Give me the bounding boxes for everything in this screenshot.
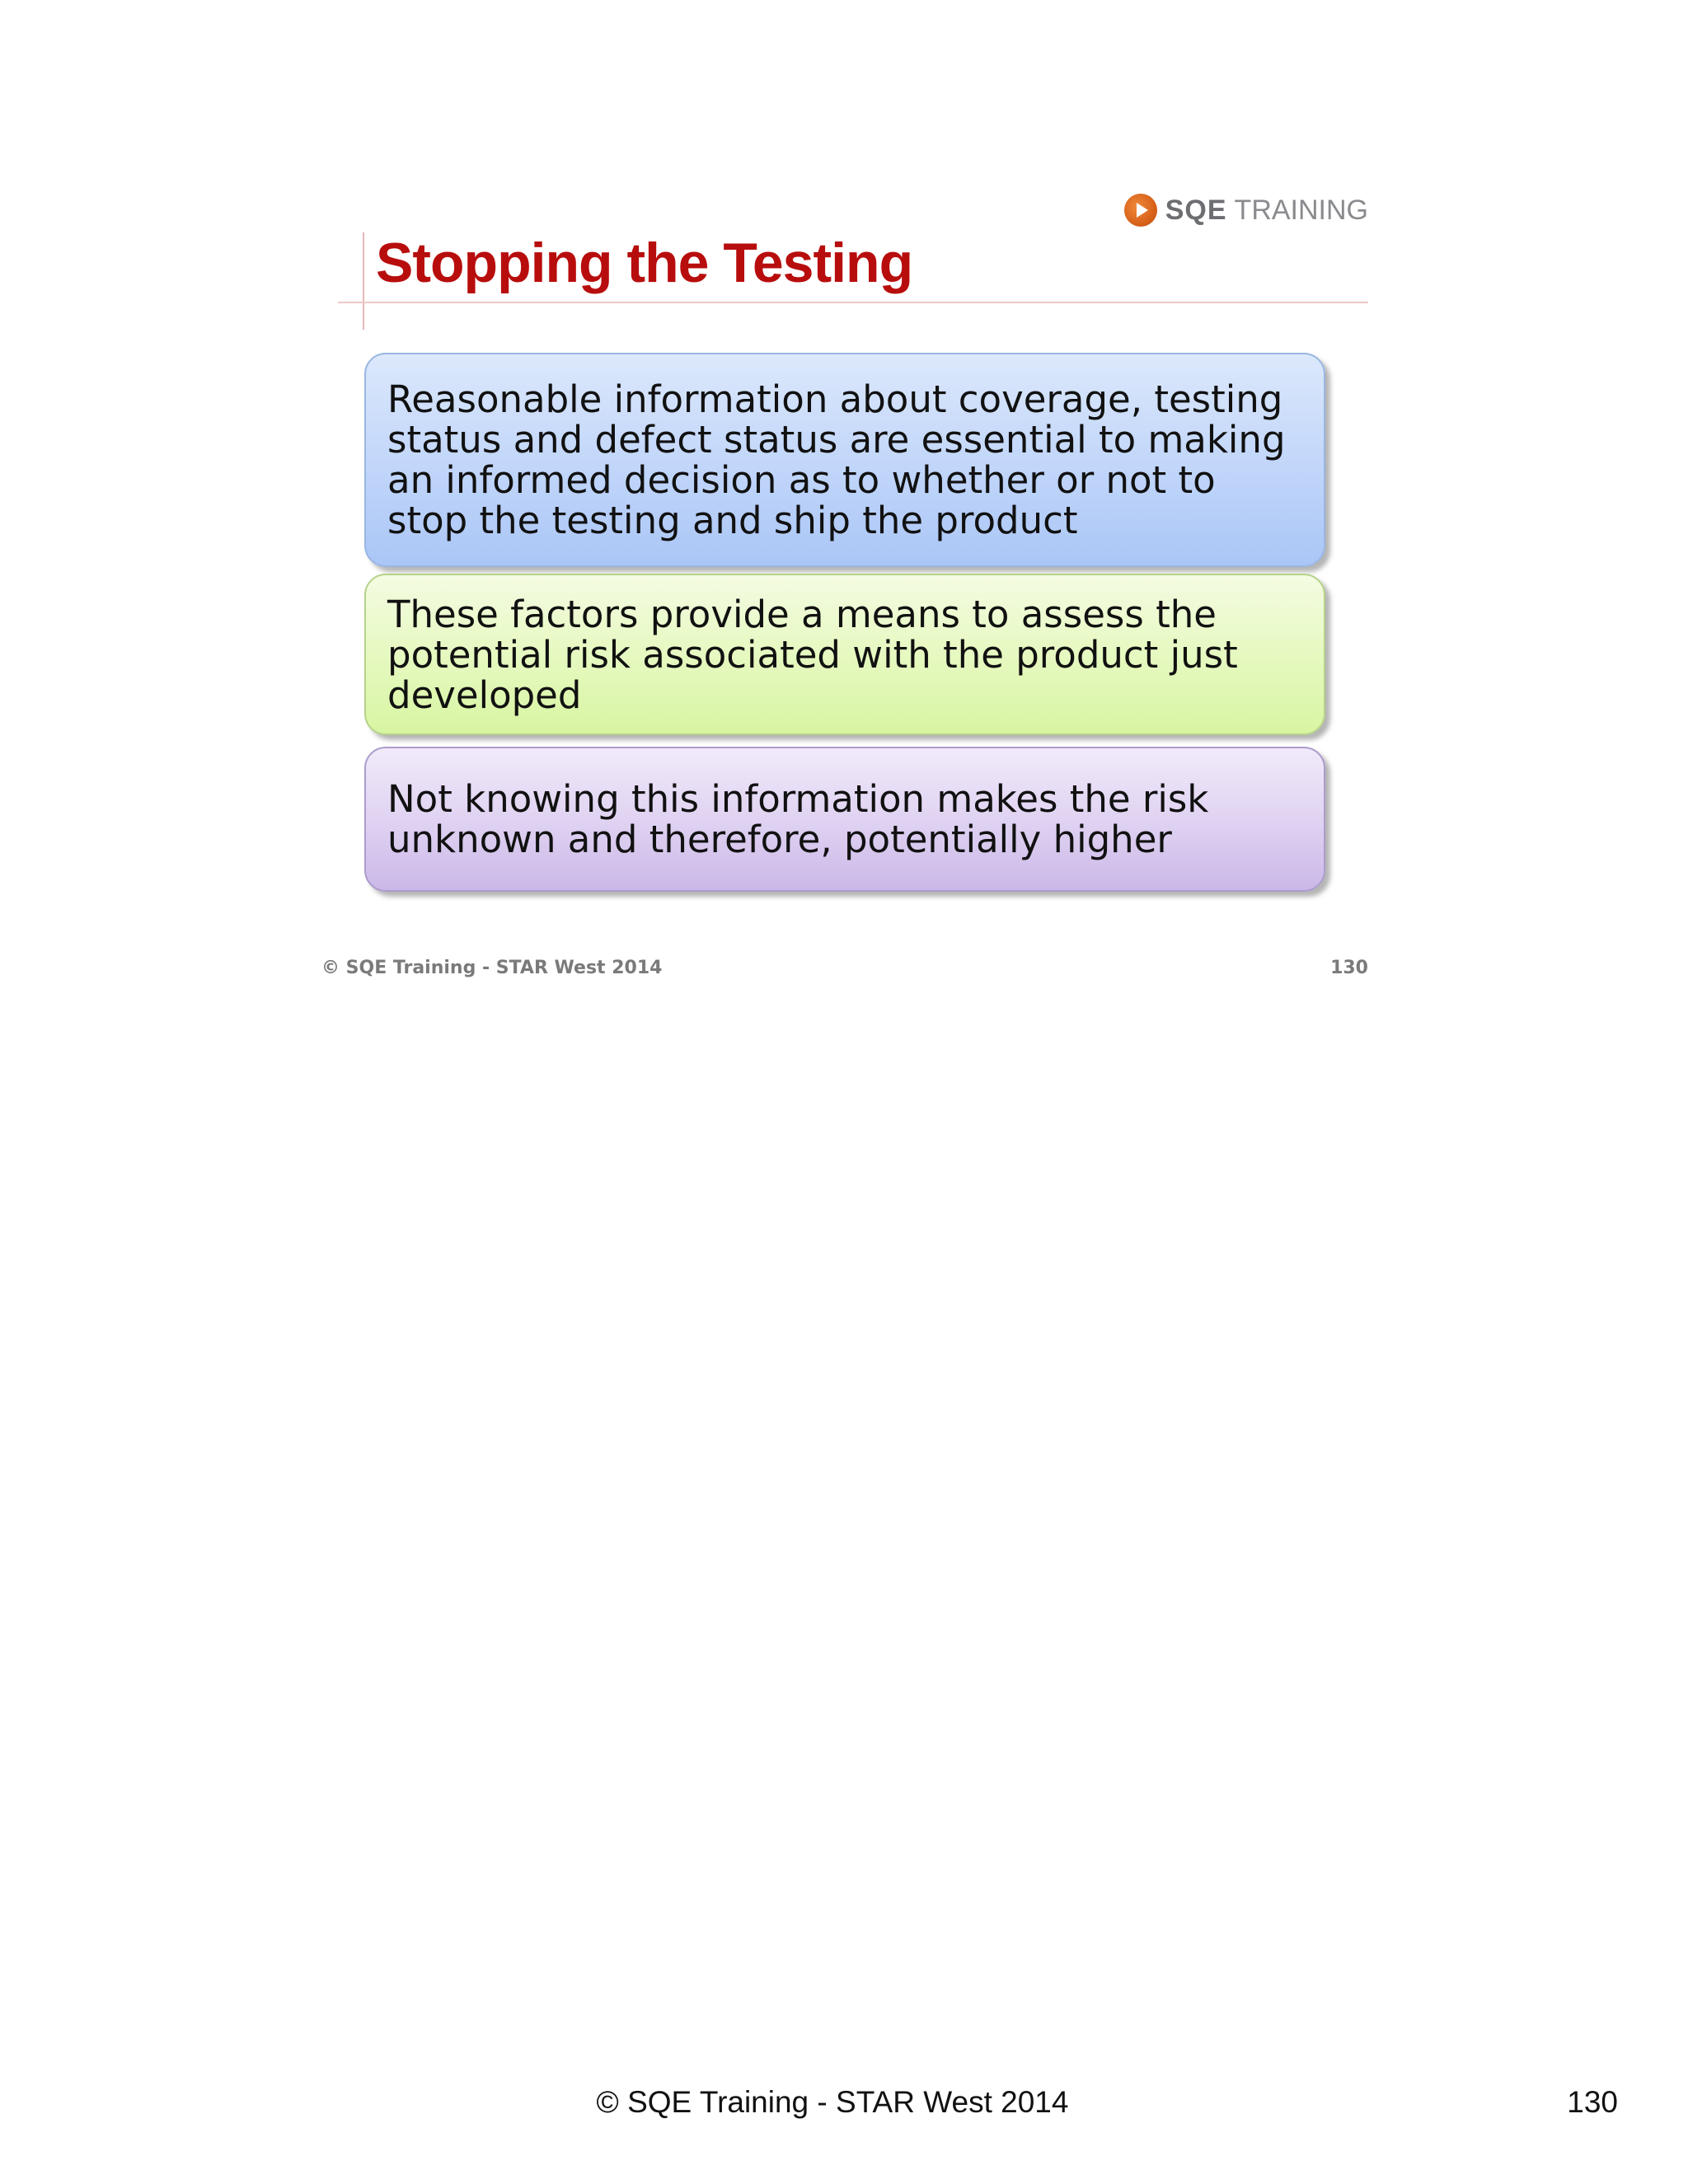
slide xyxy=(313,165,1368,997)
logo-brand-strong: SQE xyxy=(1165,194,1227,226)
info-box-text: Reasonable information about coverage, testing status and defect status are essential to making an informed decision as to whether or not to stop the testing and ship the product xyxy=(387,377,1286,542)
play-circle-icon xyxy=(1124,194,1157,227)
logo-brand-light: TRAINING xyxy=(1234,194,1368,226)
title-vertical-rule xyxy=(363,232,364,330)
info-box-text: These factors provide a means to assess the potential risk associated with the product just developed xyxy=(387,592,1238,717)
slide-footer-copyright: © SQE Training - STAR West 2014 xyxy=(321,958,663,978)
info-box-unknown-risk xyxy=(364,747,1325,892)
slide-footer-number: 130 xyxy=(1330,958,1368,978)
page-number: 130 xyxy=(1567,2085,1618,2119)
info-box-risk-factors xyxy=(364,574,1325,735)
info-box-coverage xyxy=(364,353,1325,567)
title-horizontal-rule xyxy=(338,302,1368,303)
sqe-training-logo xyxy=(1124,190,1368,231)
info-box-text: Not knowing this information makes the risk unknown and therefore, potentially higher xyxy=(387,777,1209,861)
page-footer-copyright: © SQE Training - STAR West 2014 xyxy=(596,2085,1069,2119)
slide-title: Stopping the Testing xyxy=(376,232,913,294)
